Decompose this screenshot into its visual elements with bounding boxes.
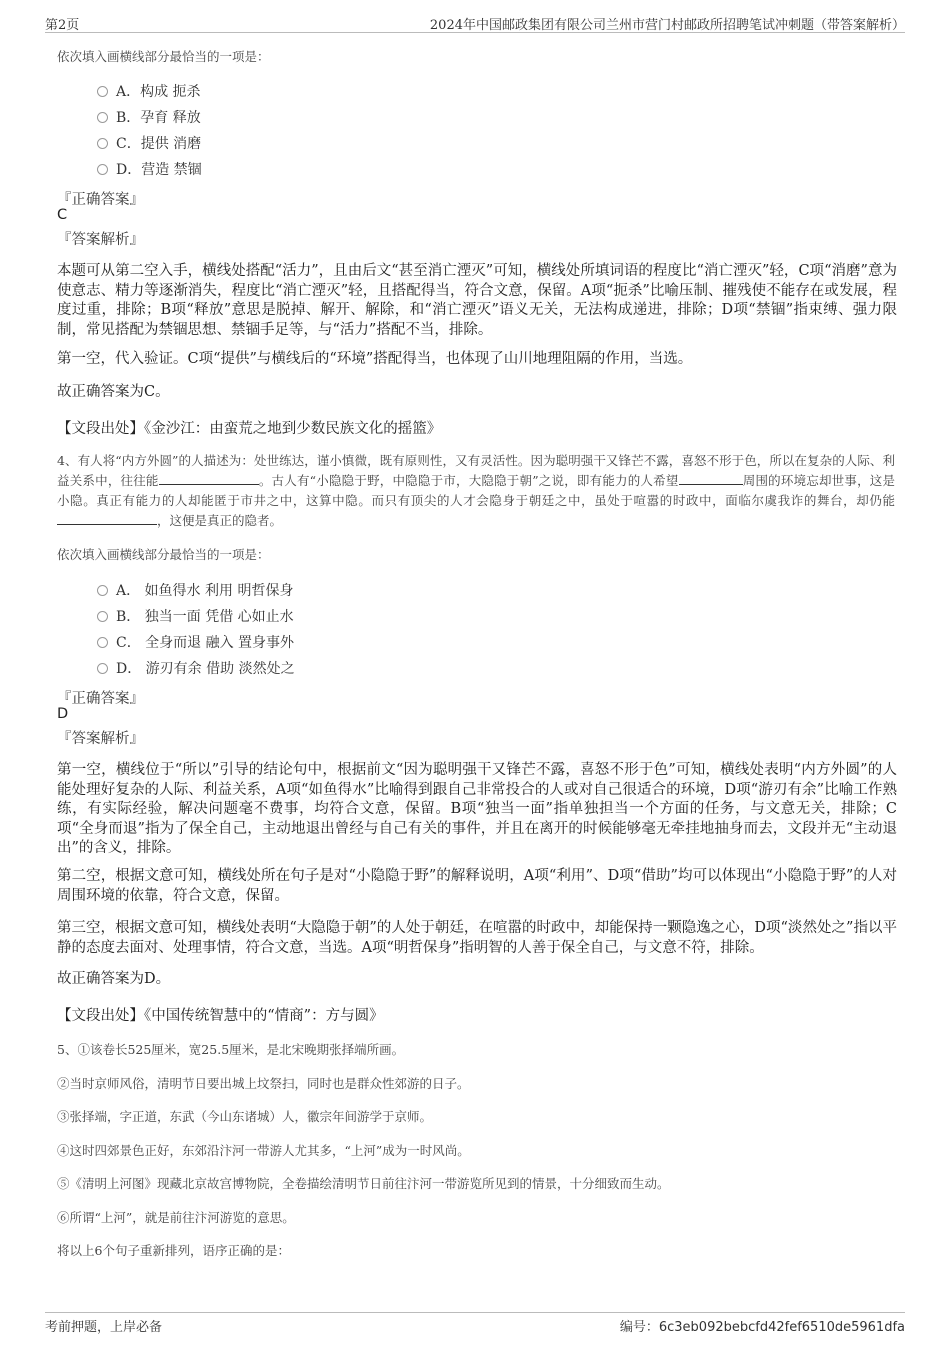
q3-prompt: 依次填入画横线部分最恰当的一项是： [57,49,270,64]
q4-analysis-paragraph: 第一空，横线位于“所以”引导的结论句中，根据前文“因为聪明强干又锋芒不露，喜怒不形于色”可知，横线处表明“内方外圆”的人能处理好复杂的人际、利益关系，A项“如鱼得水”比喻得到跟自己非常投合的人或对自己很适合的环境，D项“游刃有余”比喻工作熟练，有实际经验，解决问题毫不费事，均符合文意，保留。B项“独当一面”指单独担当一个方面的任务，与文意无关，排除；C项“全身而退”指为了保全自己，主动地退出曾经与自己有关的事件，并且在离开的时候能够毫无牵挂地抽身而去，文段并无“主动退出”的含义，排除。 [57,762,897,856]
page-header [45,12,905,33]
q4-answer: D [57,706,69,722]
fill-blank [679,472,743,485]
q5-prompt: 将以上6个句子重新排列，语序正确的是： [57,1243,290,1258]
q3-analysis-paragraph: 本题可从第二空入手，横线处搭配“活力”，且由后文“甚至消亡湮灭”可知，横线处所填词语的程度比“消亡湮灭”轻，C项“消磨”意为使意志、精力等逐渐消失，程度比“消亡湮灭”轻，且搭配得当，符合文意，保留。A项“扼杀”比喻压制、摧残使不能存在或发展，程度过重，排除；B项“释放”意思是脱掉、解开、解除，和“消亡湮灭”语义无关，无法构成递进，排除；D项“禁锢”指束缚、强力限制，常见搭配为禁锢思想、禁锢手足等，与“活力”搭配不当，排除。 [57,263,897,338]
radio-icon[interactable] [97,637,108,648]
q4-option-d[interactable]: D． 游刃有余 借助 淡然处之 [97,659,295,679]
page-footer [45,1312,905,1335]
q4-analysis-label: 『答案解析』 [57,731,144,747]
q4-stem: 4、有人将“内方外圆”的人描述为：处世练达，谨小慎微，既有原则性，又有灵活性。因为聪明强干又锋芒不露，喜怒不形于色，所以在复杂的人际、利益关系中，往往能 。古人有“小隐隐于野，中隐隐于市，大隐隐于朝”之说，即有能力的人希望 周围的环境忘却世事，这是小隐。真正有能力的人却能匿于市井之中，这算中隐。而只有顶尖的人才会隐身于朝廷之中，虽处于喧嚣的时政中，面临尔虞我诈的舞台，却仍能，这便是真正的隐者。 [57,453,895,528]
radio-icon[interactable] [97,112,108,123]
q3-answer: C [57,207,68,223]
radio-icon[interactable] [97,86,108,97]
q4-option-b[interactable]: B． 独当一面 凭借 心如止水 [97,607,294,627]
q4-option-c[interactable]: C． 全身而退 融入 置身事外 [97,633,294,653]
radio-icon[interactable] [97,585,108,596]
q5-sentence: ②当时京师风俗，清明节日要出城上坟祭扫，同时也是群众性郊游的日子。 [57,1076,470,1091]
radio-icon[interactable] [97,663,108,674]
q3-analysis-paragraph: 故正确答案为C。 [57,384,170,400]
q4-source: 【文段出处】《中国传统智慧中的“情商”：方与圆》 [57,1008,384,1024]
q5-sentence: ③张择端，字正道，东武（今山东诸城）人，徽宗年间游学于京师。 [57,1109,433,1124]
q3-analysis-label: 『答案解析』 [57,232,144,248]
q5-sentence: ⑥所谓“上河”，就是前往汴河游览的意思。 [57,1210,295,1225]
q3-analysis-paragraph: 第一空，代入验证。C项“提供”与横线后的“环境”搭配得当，也体现了山川地理阻隔的作用，当选。 [57,351,693,367]
fill-blank [159,472,259,485]
q4-analysis-paragraph: 第三空，根据文意可知，横线处表明“大隐隐于朝”的人处于朝廷，在喧嚣的时政中，却能保持一颗隐逸之心，D项“淡然处之”指以平静的态度去面对、处理事情，符合文意，当选。A项“明哲保身”指明智的人善于保全自己，与文意不符，排除。 [57,920,897,956]
q3-source: 【文段出处】《金沙江：由蛮荒之地到少数民族文化的摇篮》 [57,421,442,437]
q4-option-a[interactable]: A． 如鱼得水 利用 明哲保身 [97,581,293,601]
q3-option-c[interactable]: C．提供 消磨 [97,134,201,154]
radio-icon[interactable] [97,164,108,175]
radio-icon[interactable] [97,138,108,149]
q5-sentence: ⑤《清明上河图》现藏北京故宫博物院，全卷描绘清明节日前往汴河一带游览所见到的情景，十分细致而生动。 [57,1176,670,1191]
q4-answer-label: 『正确答案』 [57,691,144,707]
radio-icon[interactable] [97,611,108,622]
q4-analysis-paragraph: 第二空，根据文意可知，横线处所在句子是对“小隐隐于野”的解释说明，A项“利用”、D项“借助”均可以体现出“小隐隐于野”的人对周围环境的依靠，符合文意，保留。 [57,868,897,904]
q5-sentence: ④这时四郊景色正好，东郊沿汴河一带游人尤其多，“上河”成为一时风尚。 [57,1143,470,1158]
q3-option-d[interactable]: D．营造 禁锢 [97,160,202,180]
q3-option-a[interactable]: A．构成 扼杀 [97,82,201,102]
fill-blank [57,512,157,525]
document-id: 编号：6c3eb092bebcfd42fef6510de5961dfa [619,1320,905,1335]
q4-analysis-paragraph: 故正确答案为D。 [57,971,171,987]
footer-slogan: 考前押题，上岸必备 [45,1320,163,1335]
q3-answer-label: 『正确答案』 [57,192,144,208]
page-number: 第2页 [45,18,80,33]
q4-prompt: 依次填入画横线部分最恰当的一项是： [57,547,270,562]
document-title: 2024年中国邮政集团有限公司兰州市营门村邮政所招聘笔试冲刺题（带答案解析） [429,18,905,33]
q3-option-b[interactable]: B．孕育 释放 [97,108,201,128]
q5-sentence: 5、①该卷长525厘米，宽25.5厘米，是北宋晚期张择端所画。 [57,1042,405,1057]
